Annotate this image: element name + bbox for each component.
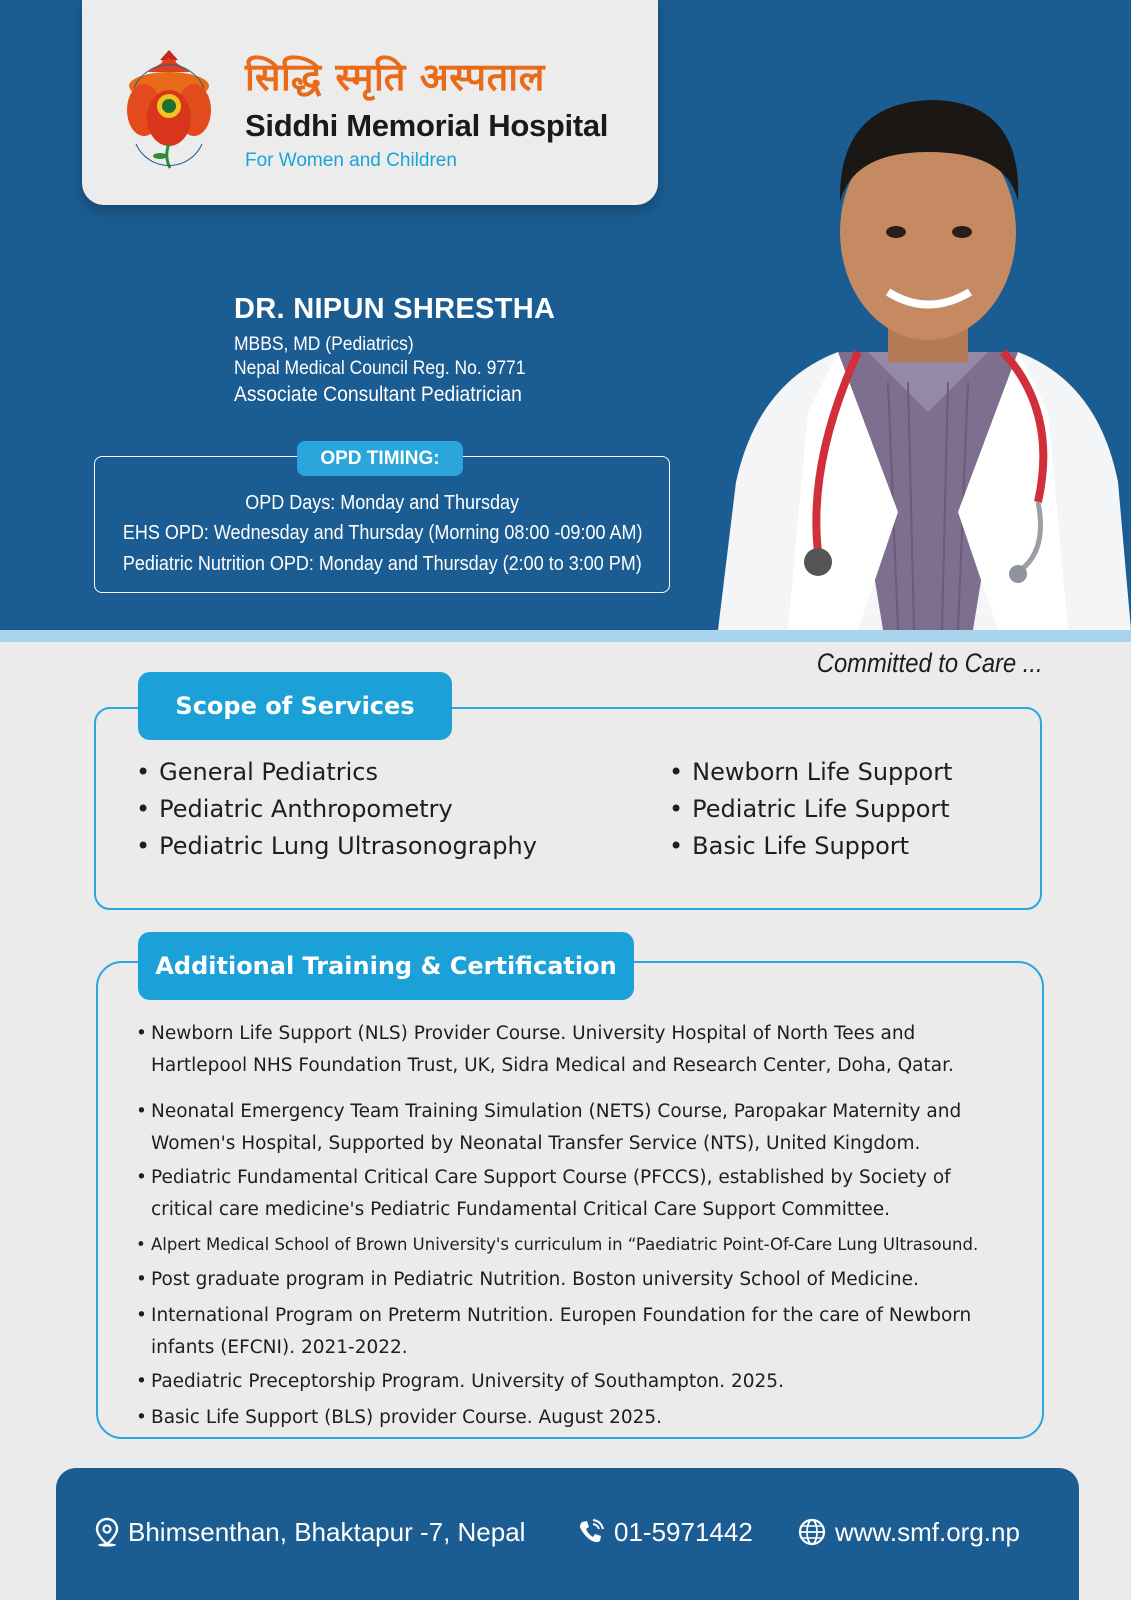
list-item: • Newborn Life Support (NLS) Provider Course. University Hospital of North Tees and Hartlepool NHS Foundation Trust, UK, Sidra Medical and Research Center, Doha, Qatar. <box>136 1018 1016 1082</box>
opd-timing-heading: OPD TIMING: <box>297 441 463 476</box>
hospital-tagline: For Women and Children <box>245 150 457 171</box>
opd-line: Pediatric Nutrition OPD: Monday and Thursday (2:00 to 3:00 PM) <box>122 553 642 575</box>
opd-line: EHS OPD: Wednesday and Thursday (Morning 08:00 -09:00 AM) <box>122 522 643 544</box>
hospital-logo-card <box>82 0 658 205</box>
doctor-photo <box>718 82 1131 630</box>
list-item: • Pediatric Lung Ultrasonography <box>136 828 537 865</box>
list-item: • Basic Life Support (BLS) provider Course. August 2025. <box>136 1402 1016 1434</box>
list-item: • Neonatal Emergency Team Training Simulation (NETS) Course, Paropakar Maternity and Women's Hospital, Supported by Neonatal Transfer Service (NTS), United Kingdom. <box>136 1096 1016 1160</box>
hospital-name: Siddhi Memorial Hospital <box>245 108 609 143</box>
header-stripe <box>0 630 1131 642</box>
location-pin-icon <box>94 1517 120 1547</box>
list-item: • General Pediatrics <box>136 754 537 791</box>
list-item: • Pediatric Fundamental Critical Care Support Course (PFCCS), established by Society of critical care medicine's Pediatric Fundamental Critical Care Support Committee. <box>136 1162 1016 1226</box>
motto-text: Committed to Care ... <box>817 648 1043 678</box>
list-item: • Newborn Life Support <box>669 754 952 791</box>
doctor-degree: MBBS, MD (Pediatrics) <box>234 334 414 355</box>
list-item: • Pediatric Life Support <box>669 791 952 828</box>
list-item: • Pediatric Anthropometry <box>136 791 537 828</box>
doctor-registration: Nepal Medical Council Reg. No. 9771 <box>234 358 526 379</box>
list-item: • Post graduate program in Pediatric Nutrition. Boston university School of Medicine. <box>136 1264 1016 1296</box>
services-list-left <box>136 754 537 865</box>
footer-phone[interactable]: 01-5971442 <box>576 1512 753 1552</box>
list-item: • Paediatric Preceptorship Program. University of Southampton. 2025. <box>136 1366 1016 1398</box>
list-item: • International Program on Preterm Nutrition. Europen Foundation for the care of Newborn infants (EFCNI). 2021-2022. <box>136 1300 1016 1364</box>
doctor-name: DR. NIPUN SHRESTHA <box>234 293 556 325</box>
list-item: • Basic Life Support <box>669 828 952 865</box>
services-list-right <box>669 754 952 865</box>
hospital-emblem-icon <box>126 48 212 170</box>
phone-icon <box>576 1517 606 1547</box>
list-item: • Alpert Medical School of Brown University's curriculum in “Paediatric Point-Of-Care Lung Ultrasound. <box>136 1229 1016 1261</box>
footer-website[interactable]: www.smf.org.np <box>797 1512 1020 1552</box>
scope-of-services-heading: Scope of Services <box>138 672 452 740</box>
opd-line: OPD Days: Monday and Thursday <box>245 492 519 514</box>
doctor-position: Associate Consultant Pediatrician <box>234 383 522 406</box>
training-heading: Additional Training & Certification <box>138 932 634 1000</box>
globe-icon <box>797 1517 827 1547</box>
hospital-name-nepali: सिद्धि स्मृति अस्पताल <box>245 55 545 99</box>
footer-address: Bhimsenthan, Bhaktapur -7, Nepal <box>94 1512 525 1552</box>
